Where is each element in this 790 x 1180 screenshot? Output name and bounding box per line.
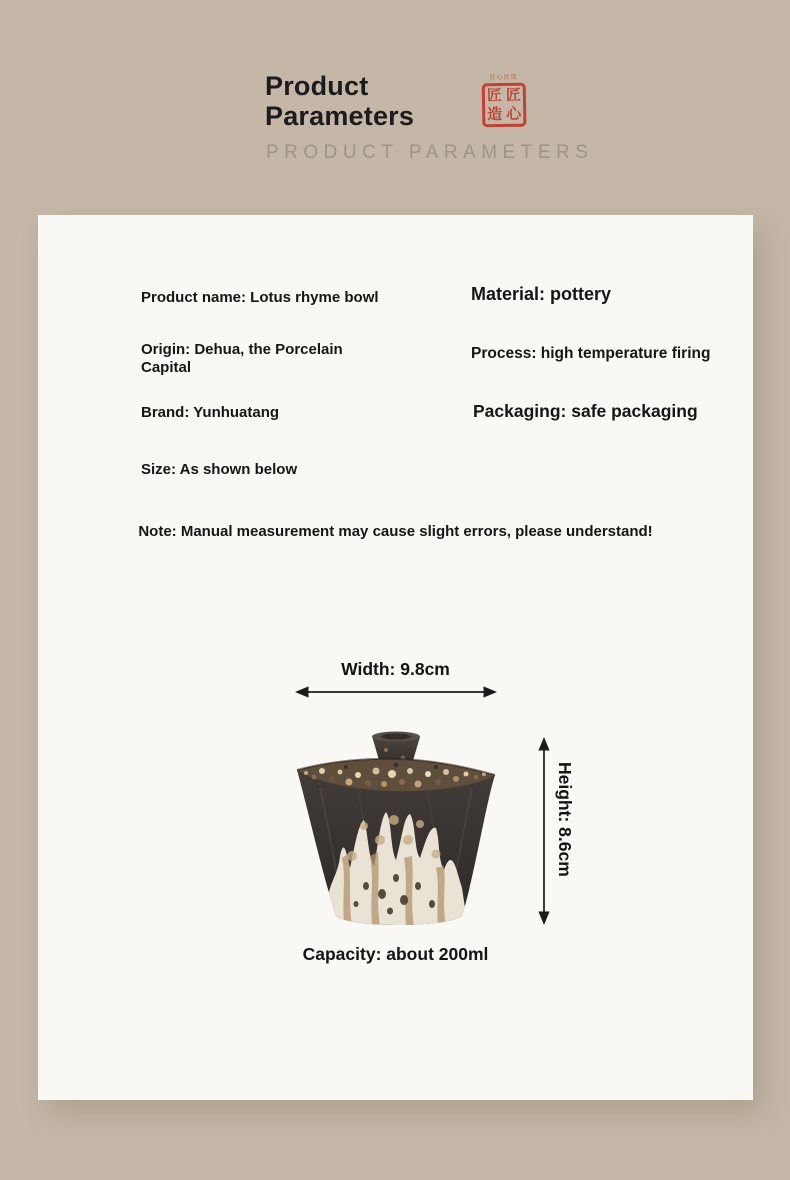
gaiwan-bowl-illustration [286, 728, 506, 928]
page-title-line1: Product [265, 71, 369, 101]
height-dimension-label: Height: 8.6cm [555, 762, 575, 877]
height-arrow-icon [536, 736, 552, 926]
product-image [286, 728, 506, 928]
parameters-card [38, 215, 753, 1100]
measurement-note: Note: Manual measurement may cause slight errors, please understand! [138, 523, 653, 540]
width-arrow-icon [294, 684, 498, 700]
seal-char-top-right: 匠 [505, 85, 522, 104]
seal-motto-text: 匠心匠造 [489, 73, 518, 82]
width-dimension-label: Width: 9.8cm [341, 659, 450, 679]
spec-product-name: Product name: Lotus rhyme bowl [141, 289, 379, 306]
craftsman-seal-icon [479, 74, 530, 128]
seal-char-bottom-right: 心 [506, 104, 522, 123]
page-title [265, 71, 414, 131]
spec-size: Size: As shown below [141, 461, 298, 478]
spec-packaging: Packaging: safe packaging [473, 401, 698, 421]
page-subtitle: PRODUCT PARAMETERS [266, 142, 594, 163]
seal-char-bottom-left: 造 [487, 105, 503, 124]
seal-char-top-left: 匠 [486, 86, 503, 105]
spec-origin: Origin: Dehua, the Porcelain Capital [141, 341, 343, 376]
spec-brand: Brand: Yunhuatang [141, 404, 280, 421]
seal-stamp-icon [482, 83, 527, 128]
page-title-line2: Parameters [265, 101, 415, 131]
spec-process: Process: high temperature firing [471, 345, 711, 362]
capacity-label: Capacity: about 200ml [302, 944, 489, 964]
spec-material: Material: pottery [471, 284, 612, 304]
